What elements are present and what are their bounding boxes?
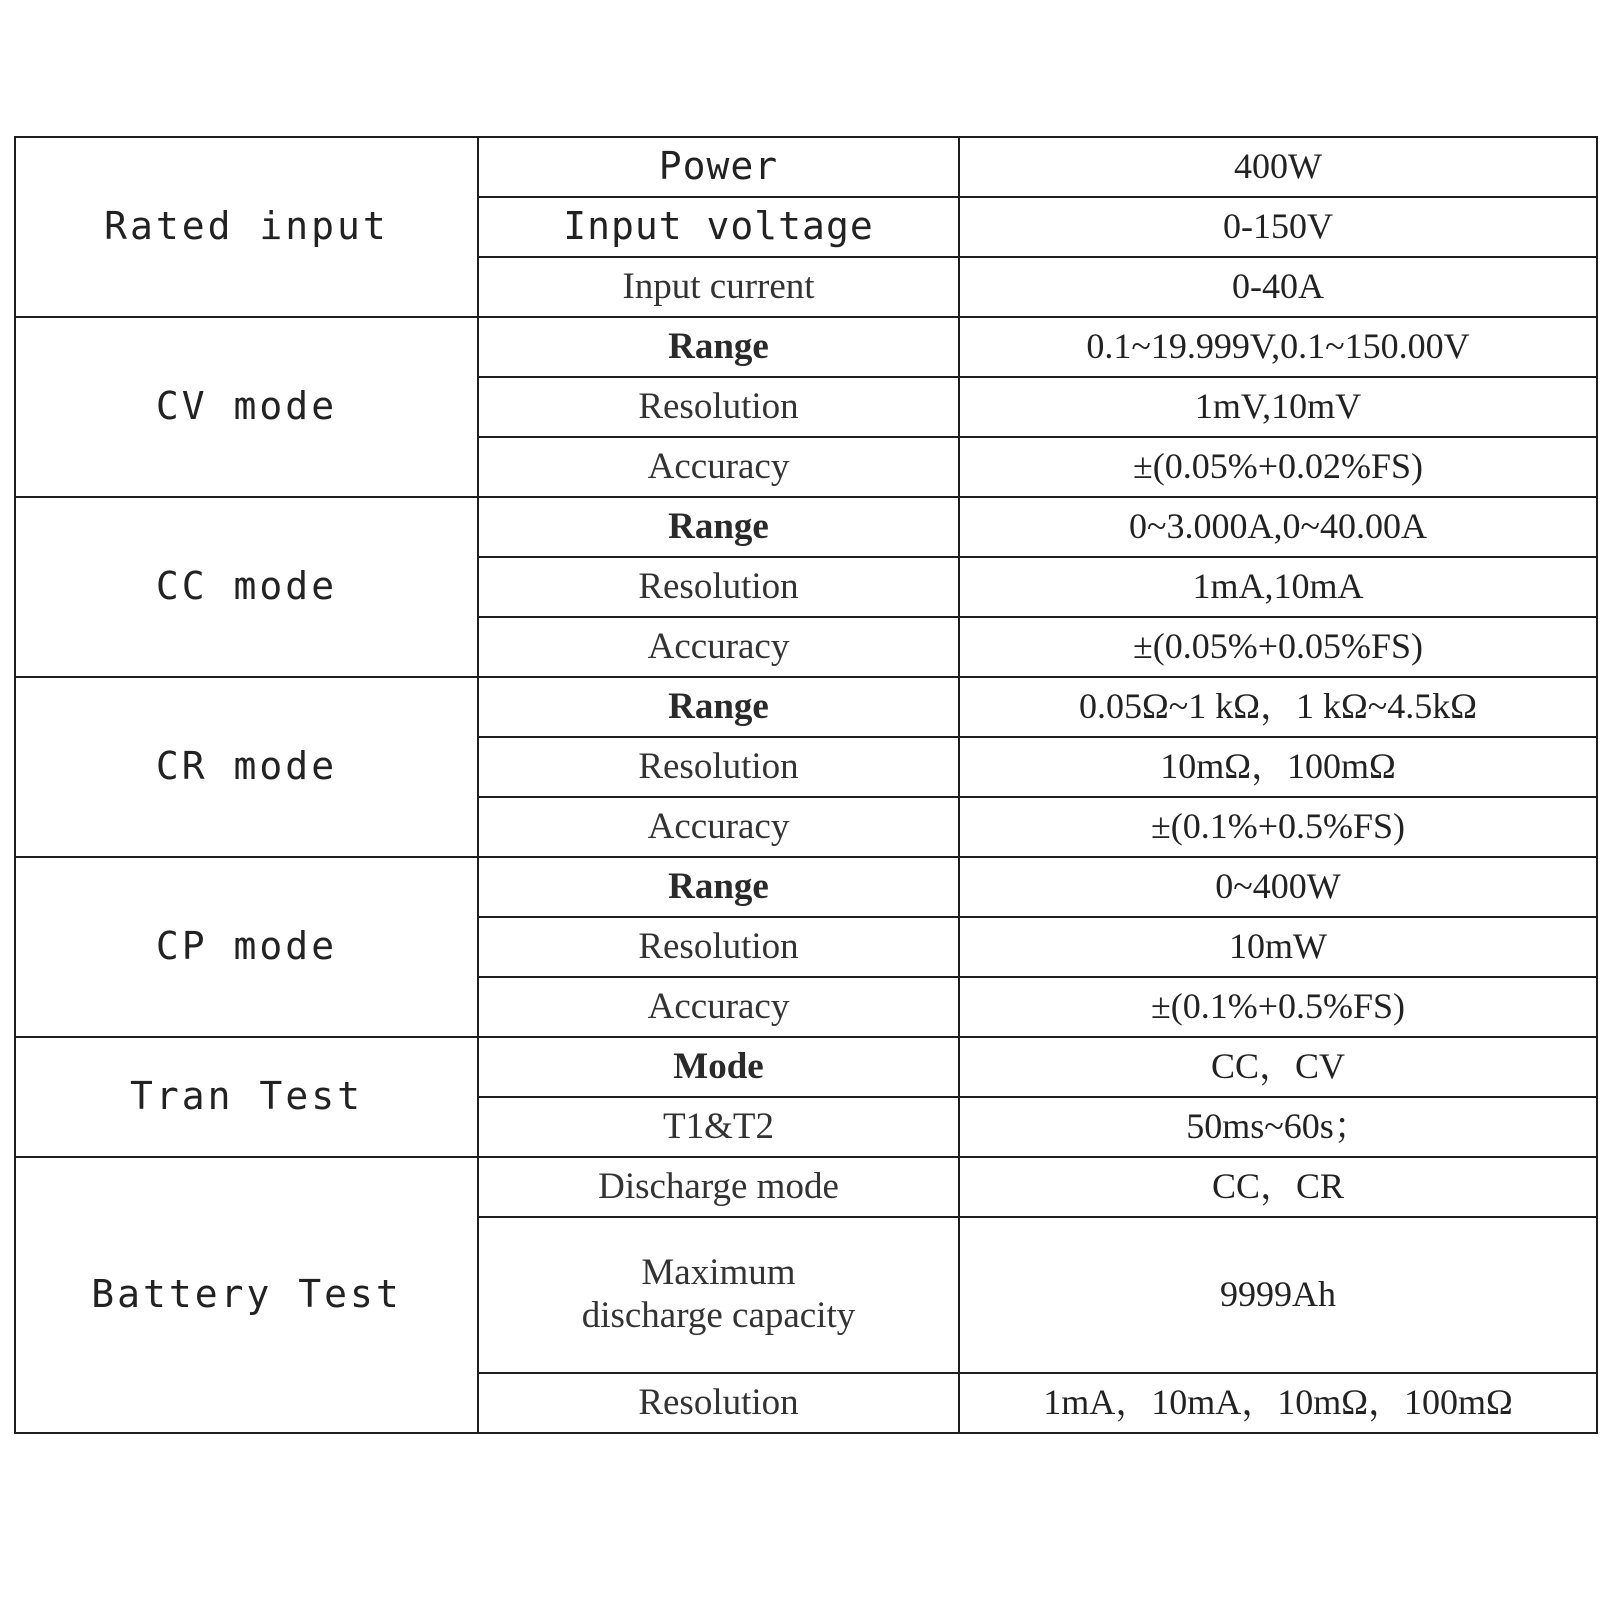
param-label: T1&T2 [478, 1097, 959, 1157]
table-row [15, 497, 1597, 557]
param-value: 0.1~19.999V,0.1~150.00V [959, 317, 1597, 377]
param-label: Discharge mode [478, 1157, 959, 1217]
param-label: Range [478, 497, 959, 557]
param-value: 10mΩ，100mΩ [959, 737, 1597, 797]
param-label: Input current [478, 257, 959, 317]
param-label: Range [478, 857, 959, 917]
param-value: 1mA，10mA，10mΩ，100mΩ [959, 1373, 1597, 1433]
param-label: Power [478, 137, 959, 197]
param-value: ±(0.05%+0.05%FS) [959, 617, 1597, 677]
param-label: Mode [478, 1037, 959, 1097]
group-label-cp-mode: CP mode [15, 857, 478, 1037]
param-value: 10mW [959, 917, 1597, 977]
param-value: 0~400W [959, 857, 1597, 917]
param-value: 50ms~60s； [959, 1097, 1597, 1157]
param-label: Resolution [478, 737, 959, 797]
param-value: CC，CV [959, 1037, 1597, 1097]
param-label: Input voltage [478, 197, 959, 257]
param-label: Range [478, 317, 959, 377]
param-label: Resolution [478, 917, 959, 977]
param-value: 400W [959, 137, 1597, 197]
param-value: CC，CR [959, 1157, 1597, 1217]
table-row [15, 317, 1597, 377]
param-value: 0~3.000A,0~40.00A [959, 497, 1597, 557]
param-value: ±(0.05%+0.02%FS) [959, 437, 1597, 497]
param-label: Resolution [478, 1373, 959, 1433]
param-value: 9999Ah [959, 1217, 1597, 1373]
param-label: Accuracy [478, 797, 959, 857]
param-label: Accuracy [478, 977, 959, 1037]
param-value: ±(0.1%+0.5%FS) [959, 797, 1597, 857]
param-label: Accuracy [478, 617, 959, 677]
specifications-table [14, 136, 1598, 1434]
table-row [15, 857, 1597, 917]
table-row [15, 1157, 1597, 1217]
param-value: 0-40A [959, 257, 1597, 317]
param-label [478, 1217, 959, 1373]
param-label: Resolution [478, 377, 959, 437]
param-value: ±(0.1%+0.5%FS) [959, 977, 1597, 1037]
group-label-battery-test: Battery Test [15, 1157, 478, 1433]
table-row [15, 677, 1597, 737]
group-label-cv-mode: CV mode [15, 317, 478, 497]
table-row [15, 137, 1597, 197]
param-label: Resolution [478, 557, 959, 617]
param-value: 1mV,10mV [959, 377, 1597, 437]
param-label: Range [478, 677, 959, 737]
param-value: 0-150V [959, 197, 1597, 257]
group-label-tran-test: Tran Test [15, 1037, 478, 1157]
param-label: Accuracy [478, 437, 959, 497]
param-value: 0.05Ω~1 kΩ，1 kΩ~4.5kΩ [959, 677, 1597, 737]
param-label-text: Maximum discharge capacity [581, 1252, 856, 1336]
group-label-rated-input: Rated input [15, 137, 478, 317]
group-label-cc-mode: CC mode [15, 497, 478, 677]
param-value: 1mA,10mA [959, 557, 1597, 617]
table-row [15, 1037, 1597, 1097]
group-label-cr-mode: CR mode [15, 677, 478, 857]
